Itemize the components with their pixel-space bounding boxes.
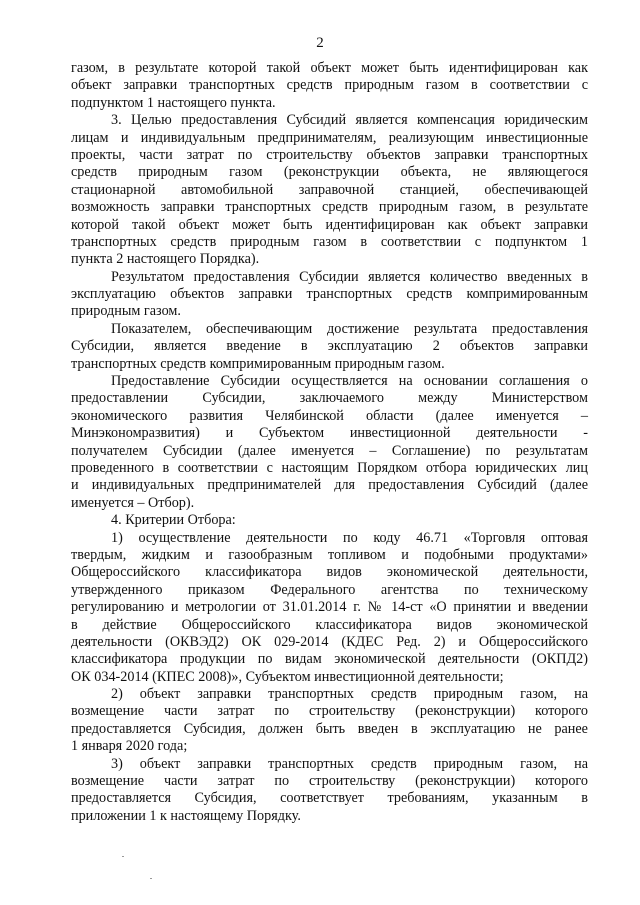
text-line: проекты, части затрат по строительству объектов заправки транспортных xyxy=(71,146,588,163)
text-line: твердым, жидким и газообразным топливом и подобными продуктами» xyxy=(71,546,588,563)
text-line: Предоставление Субсидии осуществляется на основании соглашения о xyxy=(111,373,588,390)
text-line: предоставлении Субсидии, заключаемого между Министерством xyxy=(71,390,588,407)
scan-speck xyxy=(150,878,152,879)
text-line: Минэкономразвития) и Субъектом инвестиционной деятельности - xyxy=(71,425,588,442)
text-line: 4. Критерии Отбора: xyxy=(111,512,236,529)
text-line: средств природным газом (реконструкции объекта, не являющегося xyxy=(71,164,588,181)
text-line: в действие Общероссийского классификатора видов экономической xyxy=(71,616,588,633)
text-line: Результатом предоставления Субсидии является количество введенных в xyxy=(111,268,588,285)
text-line: экономического развития Челябинской области (далее именуется – xyxy=(71,407,588,424)
page-number: 2 xyxy=(316,35,324,51)
paragraph-criteria-heading xyxy=(71,512,588,529)
text-line: предоставляется Субсидия, должен быть введен в эксплуатацию не ранее xyxy=(71,720,588,737)
text-line: Общероссийского классификатора видов экономической деятельности, xyxy=(71,564,588,581)
text-line: регулированию и метрологии от 31.01.2014 г. № 14-ст «О принятии и введении xyxy=(71,599,588,616)
document-body xyxy=(71,60,588,825)
text-line: предоставляется Субсидия, соответствует требованиям, указанным в xyxy=(71,790,588,807)
scan-speck xyxy=(122,856,124,857)
paragraph-indicator xyxy=(71,321,588,373)
text-line: газом, в результате которой такой объект может быть идентифицирован как xyxy=(71,60,588,76)
text-line: проведенного в соответствии с настоящим Порядком отбора юридических лиц xyxy=(71,459,588,476)
text-line: 3. Целью предоставления Субсидий является компенсация юридическим xyxy=(111,112,588,129)
text-line: именуется – Отбор). xyxy=(71,494,195,511)
paragraph-criterion-3 xyxy=(71,756,588,826)
text-line: и индивидуальных предпринимателей для предоставления Субсидий (далее xyxy=(71,477,588,494)
text-line: 2) объект заправки транспортных средств природным газом, на xyxy=(111,686,588,703)
text-line: природным газом. xyxy=(71,303,181,320)
text-line: объект заправки транспортных средств природным газом в соответствии с xyxy=(71,77,588,94)
paragraph-result xyxy=(71,269,588,321)
text-line: Показателем, обеспечивающим достижение результата предоставления xyxy=(111,320,588,337)
text-line: приложении 1 к настоящему Порядку. xyxy=(71,807,301,824)
text-line: эксплуатацию объектов заправки транспортных средств компримированным xyxy=(71,286,588,303)
paragraph-criterion-2 xyxy=(71,686,588,756)
text-line: возмещение части затрат по строительству (реконструкции) которого xyxy=(71,773,588,790)
text-line: которой такой объект может быть идентифицирован как объект заправки xyxy=(71,216,588,233)
text-line: стационарной автомобильной заправочной станцией, обеспечивающей xyxy=(71,181,588,198)
paragraph-item-3 xyxy=(71,112,588,269)
text-line: возможность заправки транспортных средств природным газом, в результате xyxy=(71,199,588,216)
text-line: получателем Субсидии (далее именуется – Соглашение) по результатам xyxy=(71,442,588,459)
text-line: возмещение части затрат по строительству (реконструкции) которого xyxy=(71,703,588,720)
text-line: транспортных средств компримированным природным газом. xyxy=(71,355,445,372)
paragraph-criterion-1 xyxy=(71,530,588,687)
text-line: подпунктом 1 настоящего пункта. xyxy=(71,94,276,111)
text-line: ОК 034-2014 (КПЕС 2008)», Субъектом инвестиционной деятельности; xyxy=(71,668,504,685)
text-line: классификатора продукции по видам экономической деятельности (ОКПД2) xyxy=(71,651,588,668)
text-line: пункта 2 настоящего Порядка). xyxy=(71,251,260,268)
text-line: Субсидии, является введение в эксплуатацию 2 объектов заправки xyxy=(71,338,588,355)
text-line: 1) осуществление деятельности по коду 46.71 «Торговля оптовая xyxy=(111,529,588,546)
paragraph-continuation xyxy=(71,60,588,112)
text-line: 1 января 2020 года; xyxy=(71,738,188,755)
text-line: транспортных средств природным газом в соответствии с подпунктом 1 xyxy=(71,233,588,250)
text-line: 3) объект заправки транспортных средств природным газом, на xyxy=(111,755,588,772)
text-line: деятельности (ОКВЭД2) ОК 029-2014 (КДЕС Ред. 2) и Общероссийского xyxy=(71,633,588,650)
text-line: лицам и индивидуальным предпринимателям, реализующим инвестиционные xyxy=(71,129,588,146)
text-line: утвержденного приказом Федерального агентства по техническому xyxy=(71,581,588,598)
paragraph-agreement xyxy=(71,373,588,512)
